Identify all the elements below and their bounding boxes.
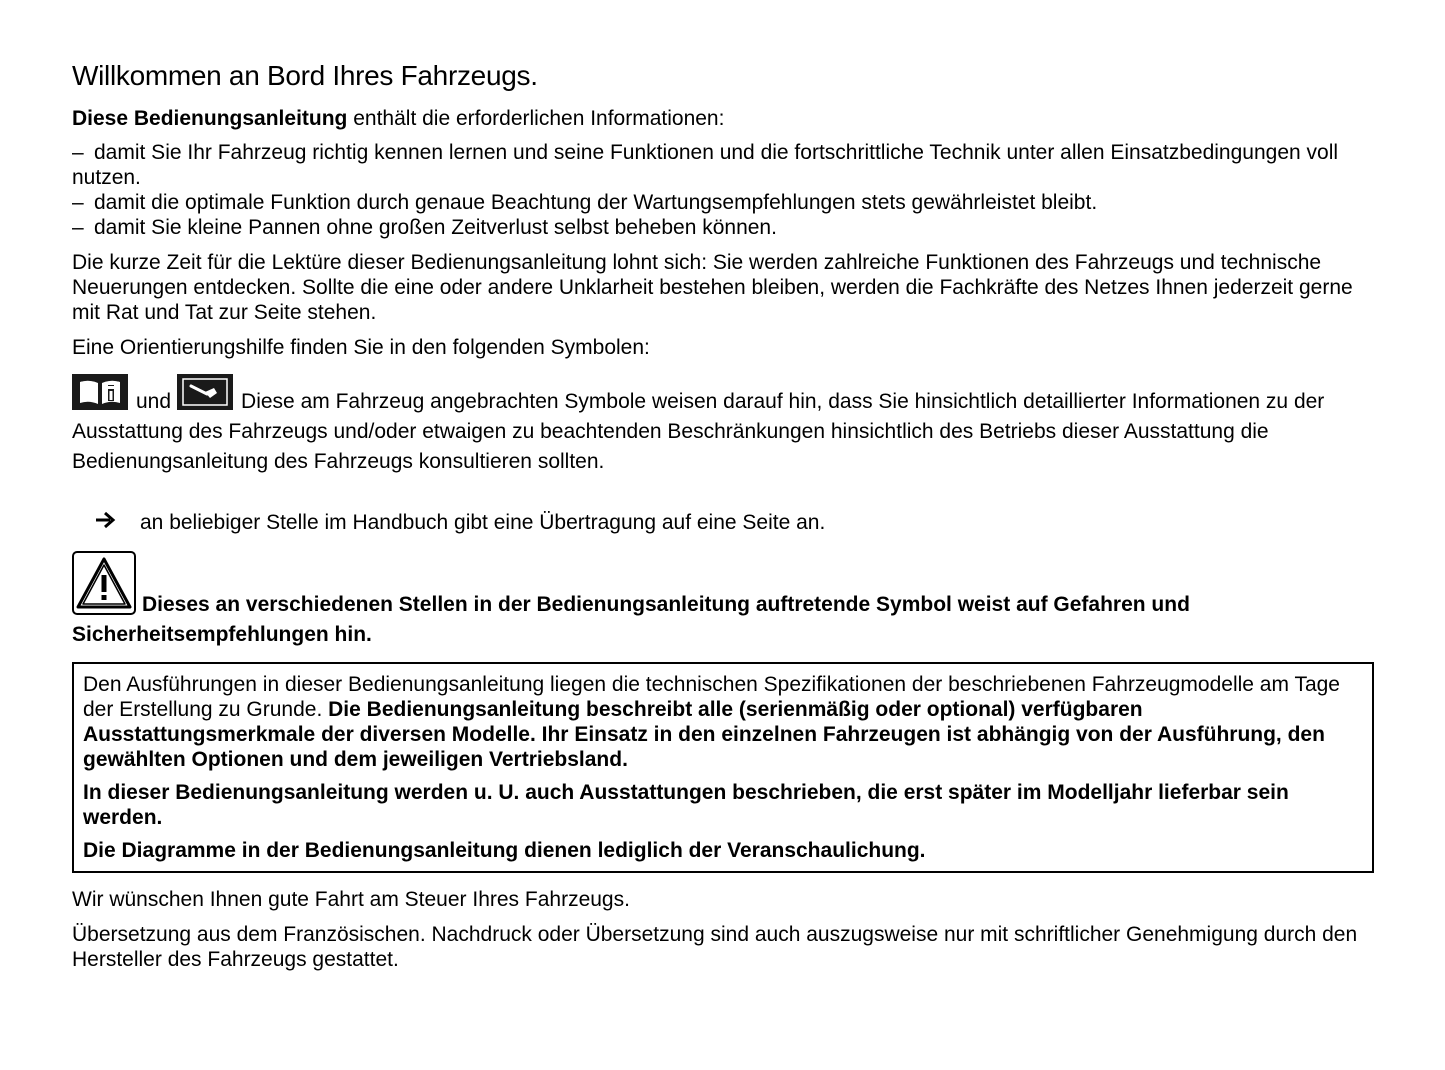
copyright-notice: Übersetzung aus dem Französischen. Nachdruck oder Übersetzung sind auch auszugsweise nur mit schriftlicher Genehmigung durch den Hersteller des Fahrzeugs gestattet. bbox=[72, 923, 1358, 971]
intro-paragraph bbox=[72, 106, 1374, 131]
bullet-text: damit Sie kleine Pannen ohne großen Zeitverlust selbst beheben können. bbox=[94, 216, 777, 239]
list-item bbox=[72, 215, 1374, 240]
list-item bbox=[72, 140, 1374, 190]
bullet-dash: – bbox=[72, 191, 84, 214]
list-item bbox=[72, 190, 1374, 215]
bullet-list bbox=[72, 140, 1374, 240]
bullet-text: damit Sie Ihr Fahrzeug richtig kennen lernen und seine Funktionen und die fortschrittliche Technik unter allen Einsatzbedingungen voll nutzen. bbox=[72, 141, 1339, 189]
arrow-note-text: an beliebiger Stelle im Handbuch gibt eine Übertragung auf eine Seite an. bbox=[140, 511, 826, 534]
document-page bbox=[72, 58, 1374, 972]
symbols-text: Diese am Fahrzeug angebrachten Symbole weisen darauf hin, dass Sie hinsichtlich detaillierter Informationen zu der Ausstattung des Fahrzeugs und/oder etwaigen zu beachtenden Beschränkungen hinsichtlich des Betriebs dieser Ausstattung die Bedienungsanleitung des Fahrzeugs konsultieren sollten. bbox=[72, 390, 1325, 473]
closing-greeting: Wir wünschen Ihnen gute Fahrt am Steuer Ihres Fahrzeugs. bbox=[72, 888, 630, 911]
notice-paragraph-1 bbox=[83, 672, 1362, 772]
notice-paragraph-3: Die Diagramme in der Bedienungsanleitung dienen lediglich der Veranschaulichung. bbox=[83, 839, 926, 862]
warning-triangle-icon bbox=[72, 551, 136, 615]
page-title: Willkommen an Bord Ihres Fahrzeugs. bbox=[72, 60, 538, 91]
symbols-paragraph bbox=[72, 374, 1374, 477]
wrench-service-icon bbox=[177, 374, 233, 410]
notice-normal-text: Den Ausführungen in dieser Bedienungsanleitung liegen die technischen Spezifikationen der beschriebenen Fahrzeugmodelle am Tage der Erstellung zu Grunde. bbox=[83, 673, 1340, 721]
paragraph-orientation: Eine Orientierungshilfe finden Sie in den folgenden Symbolen: bbox=[72, 336, 650, 359]
symbols-connector: und bbox=[136, 390, 172, 413]
bullet-dash: – bbox=[72, 216, 84, 239]
notice-bold-text: Die Bedienungsanleitung beschreibt alle (serienmäßig oder optional) verfügbaren Ausstattungsmerkmale der diversen Modelle. Ihr Einsatz in den einzelnen Fahrzeugen ist abhängig von der Ausführung, den gewählten Optionen und dem jeweiligen Vertriebsland. bbox=[83, 698, 1325, 771]
manual-book-info-icon bbox=[72, 374, 128, 410]
paragraph-reading-benefit: Die kurze Zeit für die Lektüre dieser Bedienungsanleitung lohnt sich: Sie werden zahlreiche Funktionen des Fahrzeugs und technische Neuerungen entdecken. Sollte die eine oder andere Unklarheit bestehen bleiben, werden die Fachkräfte des Netzes Ihnen jederzeit gerne mit Rat und Tat zur Seite stehen. bbox=[72, 251, 1353, 324]
bullet-text: damit die optimale Funktion durch genaue Beachtung der Wartungsempfehlungen stets gewährleistet bleibt. bbox=[94, 191, 1098, 214]
arrow-note bbox=[94, 509, 1374, 537]
bullet-dash: – bbox=[72, 141, 84, 164]
arrow-right-icon bbox=[94, 509, 118, 527]
warning-text: Dieses an verschiedenen Stellen in der Bedienungsanleitung auftretende Symbol weist auf Gefahren und Sicherheitsempfehlungen hin. bbox=[72, 593, 1190, 646]
warning-paragraph bbox=[72, 551, 1374, 650]
intro-rest: enthält die erforderlichen Informationen: bbox=[347, 107, 725, 130]
notice-box bbox=[72, 662, 1374, 873]
notice-paragraph-2: In dieser Bedienungsanleitung werden u. U. auch Ausstattungen beschrieben, die erst später im Modelljahr lieferbar sein werden. bbox=[83, 781, 1289, 829]
intro-bold: Diese Bedienungsanleitung bbox=[72, 107, 348, 130]
